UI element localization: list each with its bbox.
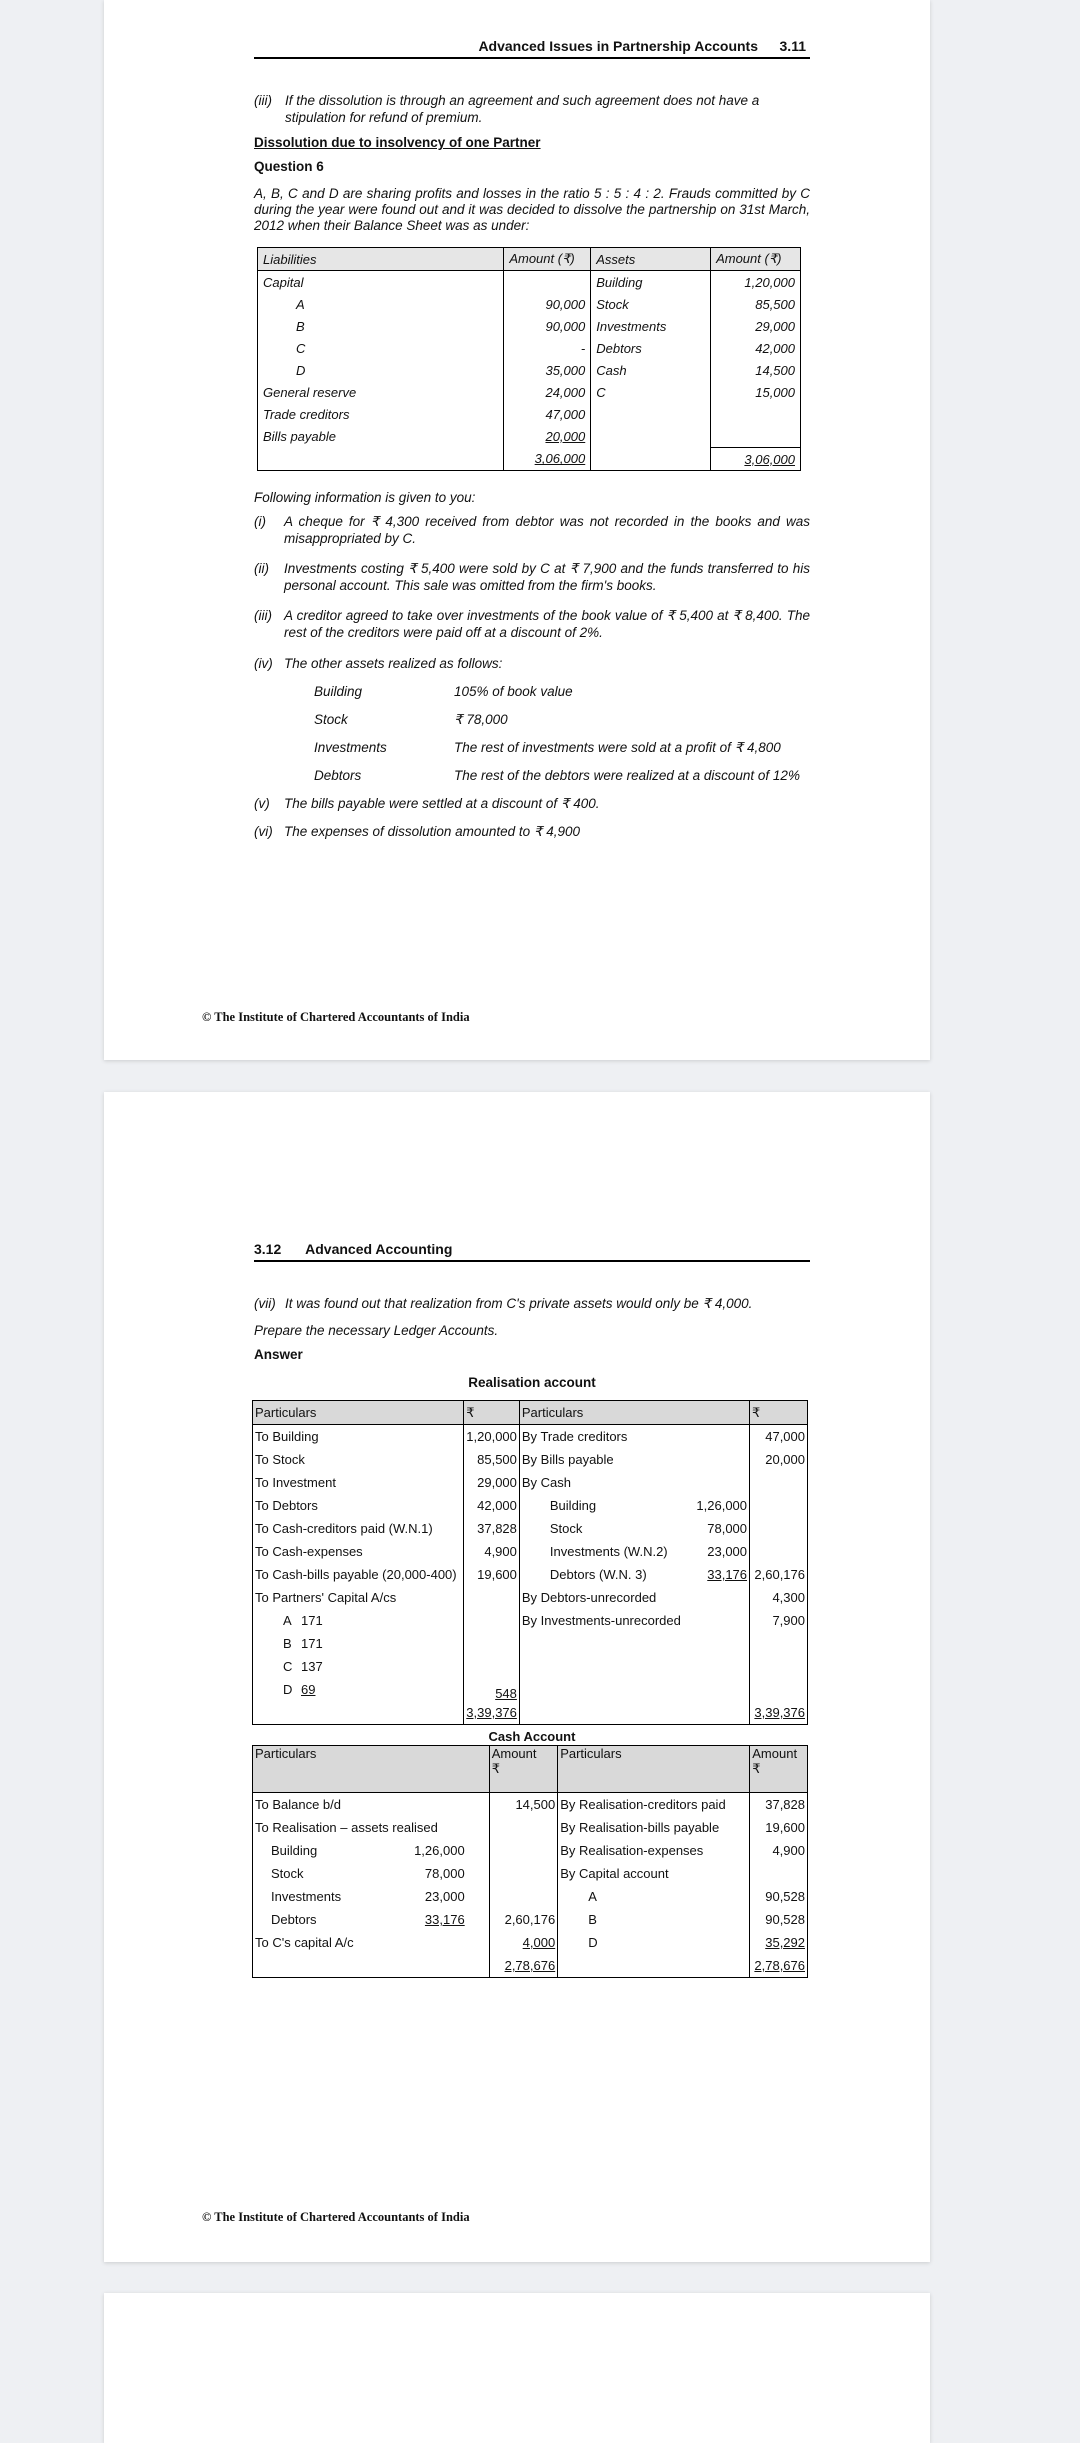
table-row: To Building 1,20,000 By Trade creditors 47,000 — [253, 1425, 808, 1449]
realization-list — [314, 684, 814, 796]
document-page-3 — [104, 2293, 930, 2443]
table-row-total: 2,78,676 2,78,676 — [253, 1954, 808, 1978]
realisation-account-table — [252, 1400, 808, 1725]
info-intro: Following information is given to you: — [254, 490, 476, 505]
col-header-particulars: Particulars — [253, 1401, 464, 1425]
realisation-title: Realisation account — [468, 1375, 596, 1390]
realization-row: Debtors The rest of the debtors were realized at a discount of 12% — [314, 768, 800, 783]
col-header-amount: Amount — [491, 1746, 537, 1761]
header-page-number: 3.11 — [779, 38, 806, 54]
table-row: C - Debtors 42,000 — [258, 337, 801, 359]
table-row: To Debtors 42,000 Building 1,26,000 — [253, 1494, 808, 1517]
bs-header-amount: Amount (₹) — [504, 248, 591, 271]
document-page-1: 3.11 Advanced Issues in Partnership Accounts (iii) If the dissolution is through an agreement and such agreement does not have a stipulation for refund of premium. Dissolution due to insolvency of one Partner Question 6 A, B, C and D are sharing profits and losses in the ratio 5 : 5 : 4 : 2. Frauds committed by C during the year were found out and it was decided to dissolve the partnership on 31st March, 2012 when their Balance Sheet was as under: Liabilities Amount (₹) Assets Amount (₹) Capital Building 1,20,000 A 90,000 Stock 85,500 B 90,000 Investments 29,000 C - Debtors 42,000 D 35,000 Cash 14,500 General reserve 24,000 C 15,000 Trade creditors 47,000 Bills payable 20,000 3,06,000 3,06,000 Following information is given to you: (i) A cheque for ₹ 4,300 received from debtor was not recorded in the books and was misappropriated by C. (ii) Investments costing ₹ 5,400 were sold by C at ₹ 7,900 and the funds transferred to his personal account. This sale was omitted from the firm's books. (iii) A creditor agreed to take over investments of the book value of ₹ 5,400 at ₹ 8,400. The rest of the creditors were paid off at a discount of 2%. (iv) The other assets realized as follows: Building 105% of book value Stock ₹ 78,000 Investments The rest of investments were sold at a profit of ₹ 4,800 Debtors The rest of the debtors were realized at a discount of 12% (v) The bills payable were settled at a discount of ₹ 400. (vi) The expenses of dissolution amounted to ₹ 4,900 © The Institute of Chartered Accountants of India — [104, 0, 930, 1060]
table-row: General reserve 24,000 C 15,000 — [258, 381, 801, 403]
table-row: To Cash-creditors paid (W.N.1) 37,828 Stock 78,000 — [253, 1517, 808, 1540]
page-footer: © The Institute of Chartered Accountants of India — [202, 2210, 470, 2224]
col-header-currency: ₹ — [491, 1761, 500, 1776]
table-row: To Cash-expenses 4,900 Investments (W.N.2) 23,000 — [253, 1540, 808, 1563]
table-row: Investments 23,000 A 90,528 — [253, 1885, 808, 1908]
realization-row: Investments The rest of investments were sold at a profit of ₹ 4,800 — [314, 740, 781, 755]
header-page-number: 3.12 — [254, 1241, 282, 1257]
section-heading: Dissolution due to insolvency of one Partner — [254, 135, 541, 150]
col-header-particulars: Particulars — [558, 1746, 750, 1793]
list-item: (ii) Investments costing ₹ 5,400 were sold by C at ₹ 7,900 and the funds transferred to his personal account. This sale was omitted from the firm's books. — [254, 561, 810, 593]
table-row: Bills payable 20,000 — [258, 425, 801, 448]
bs-header-assets: Assets — [591, 248, 711, 271]
table-row: To Partners' Capital A/cs By Debtors-unrecorded 4,300 — [253, 1586, 808, 1609]
bs-header-liabilities: Liabilities — [258, 248, 504, 271]
table-row: Building 1,26,000 By Realisation-expenses 4,900 — [253, 1839, 808, 1862]
question-text: A, B, C and D are sharing profits and losses in the ratio 5 : 5 : 4 : 2. Frauds committed by C during the year were found out and it was decided to dissolve the partnership on 31st March, 2012 when their Balance Sheet was as under: — [254, 186, 810, 233]
table-row: To Balance b/d 14,500 By Realisation-creditors paid 37,828 — [253, 1793, 808, 1817]
table-row: A 171 By Investments-unrecorded 7,900 — [253, 1609, 808, 1632]
list-item: (iii) A creditor agreed to take over investments of the book value of ₹ 5,400 at ₹ 8,400. The rest of the creditors were paid off at a discount of 2%. — [254, 608, 810, 640]
col-header-amount: Amount — [752, 1746, 798, 1761]
realization-row: Building 105% of book value — [314, 684, 573, 699]
table-row: To Stock 85,500 By Bills payable 20,000 — [253, 1448, 808, 1471]
header-title: Advanced Issues in Partnership Accounts — [478, 38, 758, 54]
table-row: Trade creditors 47,000 — [258, 403, 801, 425]
table-row: To C's capital A/c 4,000 D 35,292 — [253, 1931, 808, 1954]
col-header-particulars: Particulars — [519, 1401, 749, 1425]
table-row-total: 3,06,000 3,06,000 — [258, 448, 801, 471]
table-row: B 90,000 Investments 29,000 — [258, 315, 801, 337]
table-row: To Realisation – assets realised By Realisation-bills payable 19,600 — [253, 1816, 808, 1839]
table-row: B 171 — [253, 1632, 808, 1655]
col-header-particulars: Particulars — [253, 1746, 490, 1793]
realization-row: Stock ₹ 78,000 — [314, 712, 508, 727]
table-row: D 69 548 — [253, 1678, 808, 1701]
table-row: Stock 78,000 By Capital account — [253, 1862, 808, 1885]
cash-account-table — [252, 1745, 808, 1978]
list-item: (vi) The expenses of dissolution amounted to ₹ 4,900 — [254, 824, 581, 839]
col-header-currency: ₹ — [752, 1761, 761, 1776]
question-label: Question 6 — [254, 159, 324, 174]
page-footer: © The Institute of Chartered Accountants of India — [202, 1010, 470, 1024]
table-row-total: 3,39,376 3,39,376 — [253, 1701, 808, 1725]
cash-account-title: Cash Account — [488, 1729, 576, 1744]
table-row: To Cash-bills payable (20,000-400) 19,600 Debtors (W.N. 3) 33,176 2,60,176 — [253, 1563, 808, 1586]
balance-sheet-table — [257, 247, 801, 471]
table-row: A 90,000 Stock 85,500 — [258, 293, 801, 315]
header-title: Advanced Accounting — [305, 1241, 453, 1257]
table-row: To Investment 29,000 By Cash — [253, 1471, 808, 1494]
col-header-currency: ₹ — [464, 1401, 520, 1425]
page-header — [254, 38, 810, 59]
col-header-currency: ₹ — [750, 1401, 808, 1425]
answer-label: Answer — [254, 1347, 303, 1362]
list-item: (iv) The other assets realized as follows: — [254, 656, 503, 671]
page-header — [254, 1241, 810, 1262]
bs-header-amount: Amount (₹) — [711, 248, 801, 271]
table-row: Capital Building 1,20,000 — [258, 271, 801, 294]
list-item: (i) A cheque for ₹ 4,300 received from debtor was not recorded in the books and was misappropriated by C. — [254, 514, 810, 546]
table-row: D 35,000 Cash 14,500 — [258, 359, 801, 381]
list-item: (v) The bills payable were settled at a discount of ₹ 400. — [254, 796, 600, 811]
list-item: (vii) It was found out that realization from C's private assets would only be ₹ 4,000. — [254, 1296, 753, 1311]
table-row: C 137 — [253, 1655, 808, 1678]
table-row: Debtors 33,176 2,60,176 B 90,528 — [253, 1908, 808, 1931]
document-page-2 — [104, 1092, 930, 2262]
prepare-text: Prepare the necessary Ledger Accounts. — [254, 1323, 499, 1338]
